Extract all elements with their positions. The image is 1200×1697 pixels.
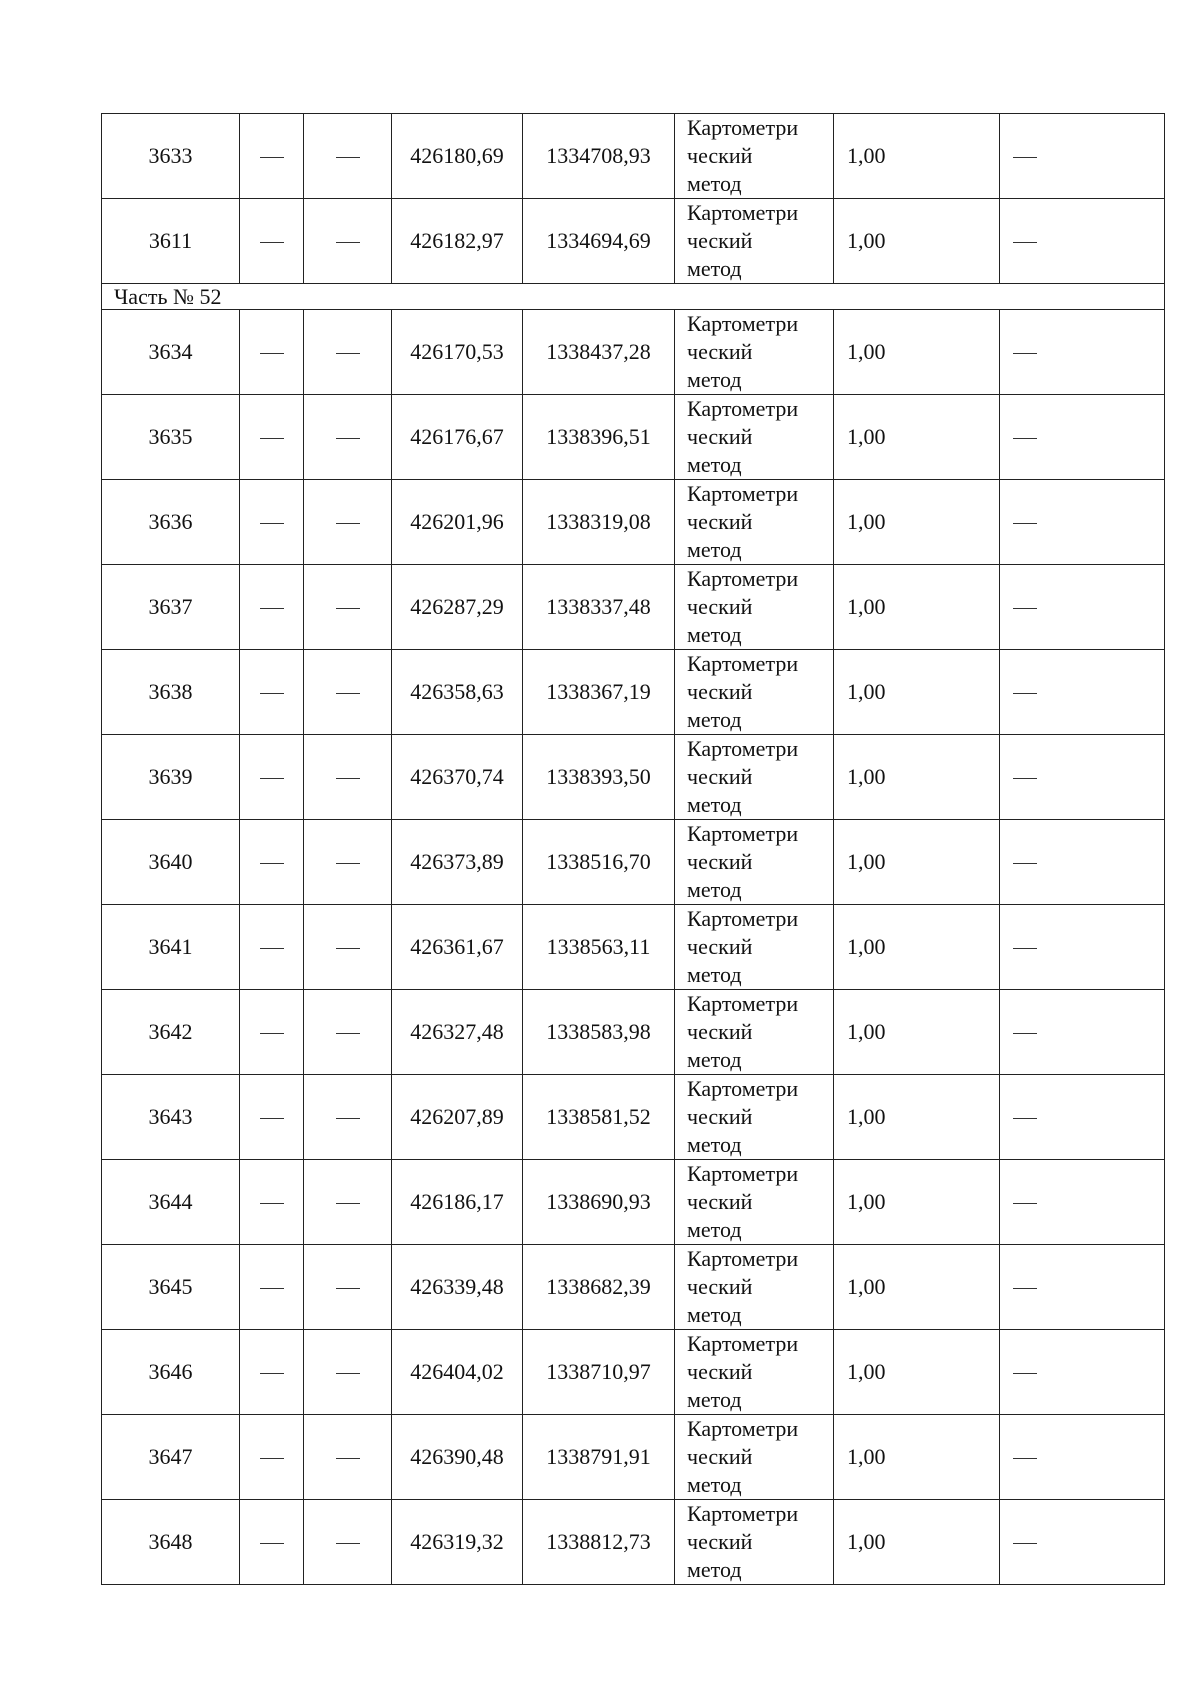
coordinate-x: 426358,63 [392, 650, 523, 735]
method-line: метод [687, 452, 742, 477]
coordinate-y: 1338682,39 [523, 1245, 675, 1330]
empty-cell-dash [304, 820, 392, 905]
dash-mark [336, 438, 360, 439]
method-line: ческий [687, 1529, 753, 1554]
method-cell [675, 199, 834, 284]
coordinate-x: 426370,74 [392, 735, 523, 820]
dash-mark [1013, 1288, 1037, 1289]
dash-mark [1013, 1543, 1037, 1544]
point-number: 3638 [102, 650, 240, 735]
dash-mark [1013, 778, 1037, 779]
table-row [102, 199, 1165, 284]
coordinate-y: 1338516,70 [523, 820, 675, 905]
table-row [102, 1160, 1165, 1245]
empty-cell-dash [240, 905, 304, 990]
point-number: 3647 [102, 1415, 240, 1500]
method-line: Картометри [687, 311, 799, 336]
coordinate-x: 426201,96 [392, 480, 523, 565]
dash-mark [1013, 608, 1037, 609]
method-line: ческий [687, 228, 753, 253]
dash-mark [260, 1458, 284, 1459]
empty-cell-dash [304, 650, 392, 735]
coordinate-y: 1338393,50 [523, 735, 675, 820]
empty-cell-dash [304, 1330, 392, 1415]
method-cell [675, 735, 834, 820]
dash-mark [336, 863, 360, 864]
point-number: 3644 [102, 1160, 240, 1245]
method-line: Картометри [687, 821, 799, 846]
method-cell [675, 114, 834, 199]
coordinate-y: 1338710,97 [523, 1330, 675, 1415]
empty-cell-dash [240, 565, 304, 650]
precision-value: 1,00 [834, 310, 1000, 395]
dash-mark [336, 608, 360, 609]
method-line: метод [687, 1387, 742, 1412]
method-line: метод [687, 537, 742, 562]
dash-mark [260, 157, 284, 158]
method-line: Картометри [687, 481, 799, 506]
precision-value: 1,00 [834, 1160, 1000, 1245]
dash-mark [260, 1288, 284, 1289]
point-number: 3637 [102, 565, 240, 650]
precision-value: 1,00 [834, 1415, 1000, 1500]
method-line: Картометри [687, 1161, 799, 1186]
table-row [102, 1415, 1165, 1500]
empty-cell-dash [304, 199, 392, 284]
empty-cell-dash [1000, 990, 1165, 1075]
coordinate-x: 426176,67 [392, 395, 523, 480]
dash-mark [336, 523, 360, 524]
coordinates-table [101, 113, 1165, 1585]
table-row [102, 1500, 1165, 1585]
method-cell [675, 310, 834, 395]
precision-value: 1,00 [834, 199, 1000, 284]
method-line: метод [687, 256, 742, 281]
dash-mark [260, 438, 284, 439]
empty-cell-dash [304, 735, 392, 820]
dash-mark [336, 1118, 360, 1119]
dash-mark [1013, 1373, 1037, 1374]
precision-value: 1,00 [834, 990, 1000, 1075]
precision-value: 1,00 [834, 565, 1000, 650]
method-line: метод [687, 1217, 742, 1242]
empty-cell-dash [240, 990, 304, 1075]
empty-cell-dash [1000, 395, 1165, 480]
table-row [102, 905, 1165, 990]
coordinate-y: 1334694,69 [523, 199, 675, 284]
empty-cell-dash [240, 735, 304, 820]
method-line: ческий [687, 1359, 753, 1384]
dash-mark [1013, 523, 1037, 524]
empty-cell-dash [1000, 310, 1165, 395]
empty-cell-dash [304, 310, 392, 395]
empty-cell-dash [1000, 1245, 1165, 1330]
method-line: метод [687, 1557, 742, 1582]
dash-mark [260, 1033, 284, 1034]
coordinate-y: 1338396,51 [523, 395, 675, 480]
method-line: Картометри [687, 1501, 799, 1526]
method-cell [675, 1245, 834, 1330]
empty-cell-dash [1000, 1075, 1165, 1160]
table-row [102, 565, 1165, 650]
coordinate-y: 1338319,08 [523, 480, 675, 565]
table-row [102, 114, 1165, 199]
coordinate-y: 1338437,28 [523, 310, 675, 395]
point-number: 3643 [102, 1075, 240, 1160]
method-cell [675, 1500, 834, 1585]
dash-mark [260, 693, 284, 694]
point-number: 3645 [102, 1245, 240, 1330]
coordinate-x: 426390,48 [392, 1415, 523, 1500]
dash-mark [1013, 1033, 1037, 1034]
table-row [102, 735, 1165, 820]
empty-cell-dash [1000, 199, 1165, 284]
method-line: метод [687, 367, 742, 392]
coordinate-y: 1338583,98 [523, 990, 675, 1075]
dash-mark [260, 1373, 284, 1374]
empty-cell-dash [1000, 565, 1165, 650]
point-number: 3639 [102, 735, 240, 820]
empty-cell-dash [240, 650, 304, 735]
method-line: Картометри [687, 1076, 799, 1101]
empty-cell-dash [1000, 480, 1165, 565]
dash-mark [260, 1543, 284, 1544]
dash-mark [336, 778, 360, 779]
part-header-row [102, 284, 1165, 310]
table-row [102, 650, 1165, 735]
empty-cell-dash [304, 114, 392, 199]
empty-cell-dash [240, 395, 304, 480]
method-line: ческий [687, 764, 753, 789]
table-row [102, 1245, 1165, 1330]
point-number: 3648 [102, 1500, 240, 1585]
method-line: ческий [687, 1274, 753, 1299]
empty-cell-dash [304, 565, 392, 650]
dash-mark [336, 242, 360, 243]
dash-mark [1013, 157, 1037, 158]
dash-mark [336, 1203, 360, 1204]
empty-cell-dash [240, 199, 304, 284]
dash-mark [1013, 863, 1037, 864]
method-line: ческий [687, 934, 753, 959]
empty-cell-dash [240, 310, 304, 395]
point-number: 3611 [102, 199, 240, 284]
empty-cell-dash [304, 395, 392, 480]
dash-mark [336, 948, 360, 949]
coordinate-y: 1338690,93 [523, 1160, 675, 1245]
empty-cell-dash [304, 1500, 392, 1585]
part-label: Часть № 52 [102, 284, 1165, 310]
precision-value: 1,00 [834, 1330, 1000, 1415]
method-line: ческий [687, 143, 753, 168]
coordinate-x: 426207,89 [392, 1075, 523, 1160]
table-row [102, 1330, 1165, 1415]
dash-mark [1013, 1118, 1037, 1119]
table-body [102, 114, 1165, 1585]
coordinate-y: 1338337,48 [523, 565, 675, 650]
table-row [102, 820, 1165, 905]
dash-mark [260, 608, 284, 609]
empty-cell-dash [240, 1075, 304, 1160]
method-cell [675, 905, 834, 990]
coordinate-x: 426373,89 [392, 820, 523, 905]
coordinate-y: 1338563,11 [523, 905, 675, 990]
dash-mark [1013, 1203, 1037, 1204]
method-line: метод [687, 792, 742, 817]
dash-mark [336, 1373, 360, 1374]
precision-value: 1,00 [834, 1245, 1000, 1330]
coordinate-x: 426287,29 [392, 565, 523, 650]
empty-cell-dash [240, 1330, 304, 1415]
dash-mark [336, 1543, 360, 1544]
empty-cell-dash [1000, 735, 1165, 820]
method-line: метод [687, 622, 742, 647]
method-line: ческий [687, 339, 753, 364]
method-line: Картометри [687, 1246, 799, 1271]
dash-mark [336, 1033, 360, 1034]
precision-value: 1,00 [834, 650, 1000, 735]
dash-mark [260, 353, 284, 354]
coordinate-y: 1338367,19 [523, 650, 675, 735]
method-cell [675, 1330, 834, 1415]
dash-mark [260, 863, 284, 864]
coordinate-x: 426404,02 [392, 1330, 523, 1415]
empty-cell-dash [1000, 114, 1165, 199]
method-line: метод [687, 877, 742, 902]
dash-mark [260, 523, 284, 524]
method-line: Картометри [687, 736, 799, 761]
dash-mark [336, 353, 360, 354]
empty-cell-dash [1000, 650, 1165, 735]
empty-cell-dash [1000, 905, 1165, 990]
empty-cell-dash [304, 905, 392, 990]
precision-value: 1,00 [834, 905, 1000, 990]
dash-mark [260, 1118, 284, 1119]
empty-cell-dash [304, 990, 392, 1075]
empty-cell-dash [1000, 1415, 1165, 1500]
coordinate-y: 1338791,91 [523, 1415, 675, 1500]
empty-cell-dash [1000, 1500, 1165, 1585]
method-line: Картометри [687, 115, 799, 140]
method-line: Картометри [687, 991, 799, 1016]
method-cell [675, 650, 834, 735]
coordinate-x: 426180,69 [392, 114, 523, 199]
empty-cell-dash [304, 1075, 392, 1160]
method-cell [675, 565, 834, 650]
table-row [102, 990, 1165, 1075]
precision-value: 1,00 [834, 735, 1000, 820]
empty-cell-dash [240, 480, 304, 565]
method-cell [675, 1160, 834, 1245]
method-cell [675, 1075, 834, 1160]
coordinate-x: 426170,53 [392, 310, 523, 395]
method-line: ческий [687, 1104, 753, 1129]
coordinate-x: 426319,32 [392, 1500, 523, 1585]
dash-mark [336, 1458, 360, 1459]
empty-cell-dash [1000, 1330, 1165, 1415]
dash-mark [1013, 1458, 1037, 1459]
empty-cell-dash [240, 820, 304, 905]
method-cell [675, 990, 834, 1075]
point-number: 3641 [102, 905, 240, 990]
precision-value: 1,00 [834, 820, 1000, 905]
dash-mark [336, 1288, 360, 1289]
dash-mark [336, 157, 360, 158]
empty-cell-dash [1000, 1160, 1165, 1245]
empty-cell-dash [240, 1160, 304, 1245]
empty-cell-dash [304, 1245, 392, 1330]
coordinate-y: 1338581,52 [523, 1075, 675, 1160]
method-line: метод [687, 1472, 742, 1497]
empty-cell-dash [304, 1415, 392, 1500]
method-line: Картометри [687, 906, 799, 931]
point-number: 3642 [102, 990, 240, 1075]
method-line: метод [687, 1132, 742, 1157]
method-line: ческий [687, 1444, 753, 1469]
precision-value: 1,00 [834, 395, 1000, 480]
table-row [102, 310, 1165, 395]
dash-mark [260, 778, 284, 779]
method-line: ческий [687, 679, 753, 704]
method-line: Картометри [687, 566, 799, 591]
method-line: Картометри [687, 200, 799, 225]
empty-cell-dash [304, 1160, 392, 1245]
precision-value: 1,00 [834, 1500, 1000, 1585]
method-line: метод [687, 1047, 742, 1072]
method-line: метод [687, 707, 742, 732]
dash-mark [1013, 693, 1037, 694]
precision-value: 1,00 [834, 114, 1000, 199]
method-cell [675, 480, 834, 565]
point-number: 3634 [102, 310, 240, 395]
empty-cell-dash [240, 1500, 304, 1585]
method-line: ческий [687, 849, 753, 874]
method-cell [675, 820, 834, 905]
point-number: 3640 [102, 820, 240, 905]
dash-mark [336, 693, 360, 694]
dash-mark [260, 1203, 284, 1204]
method-line: метод [687, 1302, 742, 1327]
dash-mark [260, 242, 284, 243]
table-row [102, 480, 1165, 565]
point-number: 3636 [102, 480, 240, 565]
method-line: ческий [687, 1019, 753, 1044]
empty-cell-dash [304, 480, 392, 565]
method-cell [675, 395, 834, 480]
point-number: 3635 [102, 395, 240, 480]
precision-value: 1,00 [834, 480, 1000, 565]
coordinate-x: 426361,67 [392, 905, 523, 990]
coordinate-y: 1338812,73 [523, 1500, 675, 1585]
method-line: Картометри [687, 1331, 799, 1356]
method-line: Картометри [687, 1416, 799, 1441]
empty-cell-dash [1000, 820, 1165, 905]
method-line: ческий [687, 424, 753, 449]
empty-cell-dash [240, 1245, 304, 1330]
coordinate-x: 426186,17 [392, 1160, 523, 1245]
coordinate-x: 426339,48 [392, 1245, 523, 1330]
method-line: ческий [687, 509, 753, 534]
empty-cell-dash [240, 114, 304, 199]
point-number: 3633 [102, 114, 240, 199]
method-line: ческий [687, 594, 753, 619]
method-cell [675, 1415, 834, 1500]
dash-mark [1013, 948, 1037, 949]
precision-value: 1,00 [834, 1075, 1000, 1160]
empty-cell-dash [240, 1415, 304, 1500]
dash-mark [1013, 242, 1037, 243]
method-line: Картометри [687, 651, 799, 676]
method-line: Картометри [687, 396, 799, 421]
coordinate-x: 426327,48 [392, 990, 523, 1075]
dash-mark [1013, 438, 1037, 439]
method-line: метод [687, 171, 742, 196]
method-line: ческий [687, 1189, 753, 1214]
table-row [102, 1075, 1165, 1160]
method-line: метод [687, 962, 742, 987]
point-number: 3646 [102, 1330, 240, 1415]
table-row [102, 395, 1165, 480]
dash-mark [1013, 353, 1037, 354]
coordinate-x: 426182,97 [392, 199, 523, 284]
dash-mark [260, 948, 284, 949]
coordinate-y: 1334708,93 [523, 114, 675, 199]
